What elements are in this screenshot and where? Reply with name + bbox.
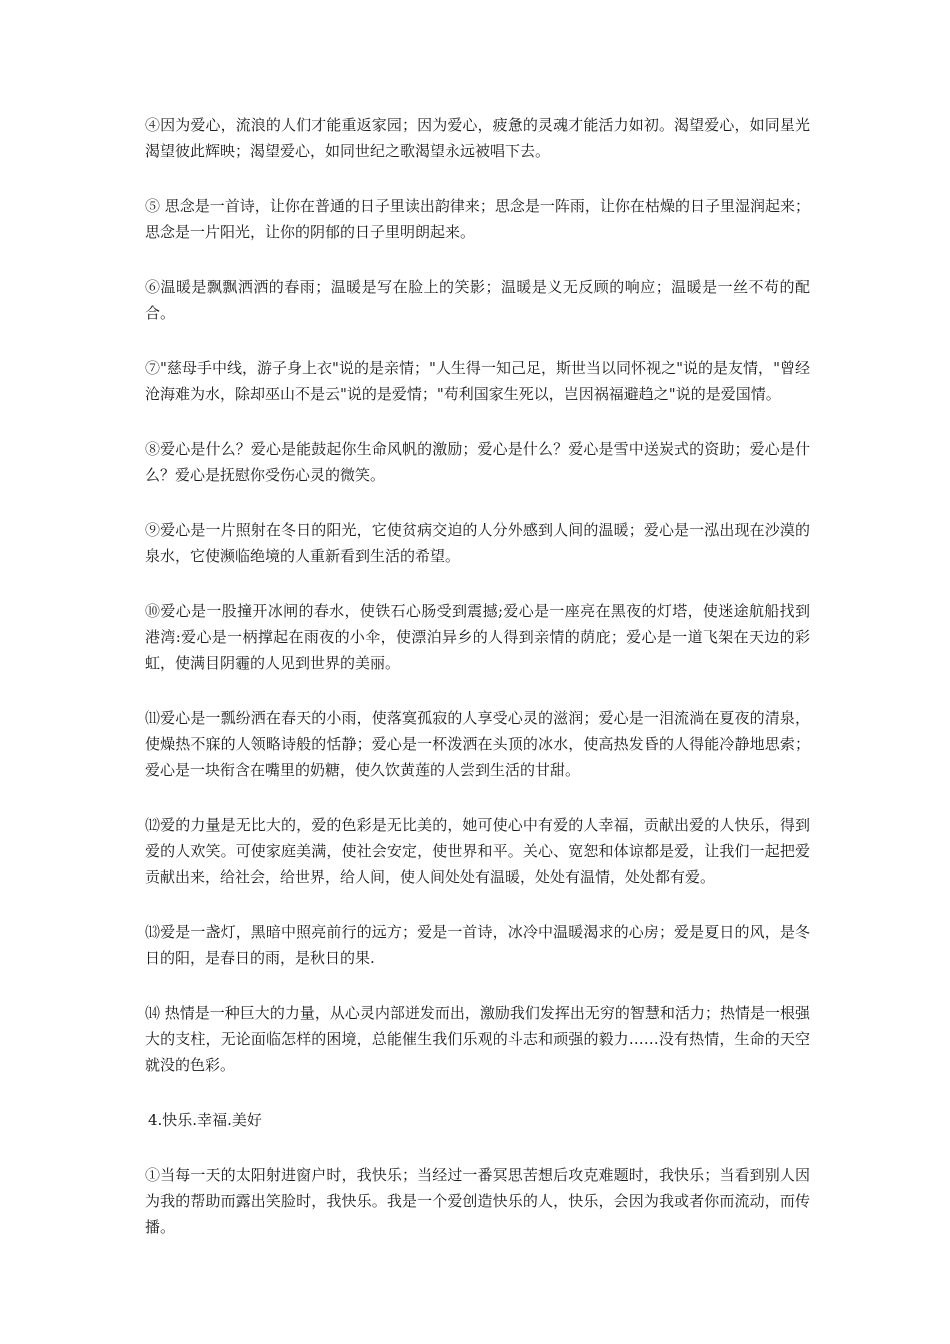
paragraph-11: ⑾爱心是一瓢纷洒在春天的小雨，使落寞孤寂的人享受心灵的滋润；爱心是一泪流淌在夏夜的清泉，使燥热不寐的人领略诗般的恬静；爱心是一杯泼洒在头顶的冰水，使高热发昏的人得能冷静地思索；爱心是一块衔含在嘴里的奶糖，使久饮黄莲的人尝到生活的甘甜。 (145, 709, 810, 779)
paragraph-13: ⒀爱是一盏灯，黑暗中照亮前行的远方；爱是一首诗，冰冷中温暖渴求的心房；爱是夏日的风，是冬日的阳，是春日的雨，是秋日的果. (145, 923, 810, 967)
section-paragraph-1: ①当每一天的太阳射进窗户时，我快乐；当经过一番冥思苦想后攻克难题时，我快乐；当看到别人因为我的帮助而露出笑脸时，我快乐。我是一个爱创造快乐的人，快乐，会因为我或者你而流动，而传播。 (145, 1166, 810, 1236)
document-body (145, 112, 810, 1269)
paragraph-12: ⑿爱的力量是无比大的，爱的色彩是无比美的，她可使心中有爱的人幸福，贡献出爱的人快乐，得到爱的人欢笑。可使家庭美满，使社会安定，使世界和平。关心、宽恕和体谅都是爱，让我们一起把爱贡献出来，给社会，给世界，给人间，使人间处处有温暖，处处有温情，处处都有爱。 (145, 816, 810, 886)
paragraph-7: ⑦"慈母手中线，游子身上衣"说的是亲情；"人生得一知己足，斯世当以同怀视之"说的是友情，"曾经沧海难为水，除却巫山不是云"说的是爱情；"苟利国家生死以，岂因祸福避趋之"说的是爱国情。 (145, 359, 810, 403)
section-heading: 4.快乐.幸福.美好 (148, 1111, 262, 1129)
paragraph-14: ⒁ 热情是一种巨大的力量，从心灵内部迸发而出，激励我们发挥出无穷的智慧和活力；热情是一根强大的支柱，无论面临怎样的困境，总能催生我们乐观的斗志和顽强的毅力……没有热情，生命的天空就没的色彩。 (145, 1004, 810, 1074)
paragraph-4: ④因为爱心，流浪的人们才能重返家园；因为爱心，疲惫的灵魂才能活力如初。渴望爱心，如同星光渴望彼此辉映；渴望爱心，如同世纪之歌渴望永远被唱下去。 (145, 116, 810, 160)
paragraph-10: ⑩爱心是一股撞开冰闸的春水，使铁石心肠受到震撼;爱心是一座亮在黑夜的灯塔，使迷途航船找到港湾:爱心是一柄撑起在雨夜的小伞，使漂泊异乡的人得到亲情的荫庇；爱心是一道飞架在天边的彩虹，使满目阴霾的人见到世界的美丽。 (145, 602, 810, 672)
paragraph-9: ⑨爱心是一片照射在冬日的阳光，它使贫病交迫的人分外感到人间的温暖；爱心是一泓出现在沙漠的泉水，它使濒临绝境的人重新看到生活的希望。 (145, 521, 810, 565)
paragraph-5: ⑤ 思念是一首诗，让你在普通的日子里读出韵律来；思念是一阵雨，让你在枯燥的日子里湿润起来；思念是一片阳光，让你的阴郁的日子里明朗起来。 (145, 197, 810, 241)
paragraph-6: ⑥温暖是飘飘洒洒的春雨；温暖是写在脸上的笑影；温暖是义无反顾的响应；温暖是一丝不苟的配合。 (145, 278, 810, 322)
paragraph-8: ⑧爱心是什么？爱心是能鼓起你生命风帆的激励；爱心是什么？爱心是雪中送炭式的资助；爱心是什么？爱心是抚慰你受伤心灵的微笑。 (145, 440, 810, 484)
